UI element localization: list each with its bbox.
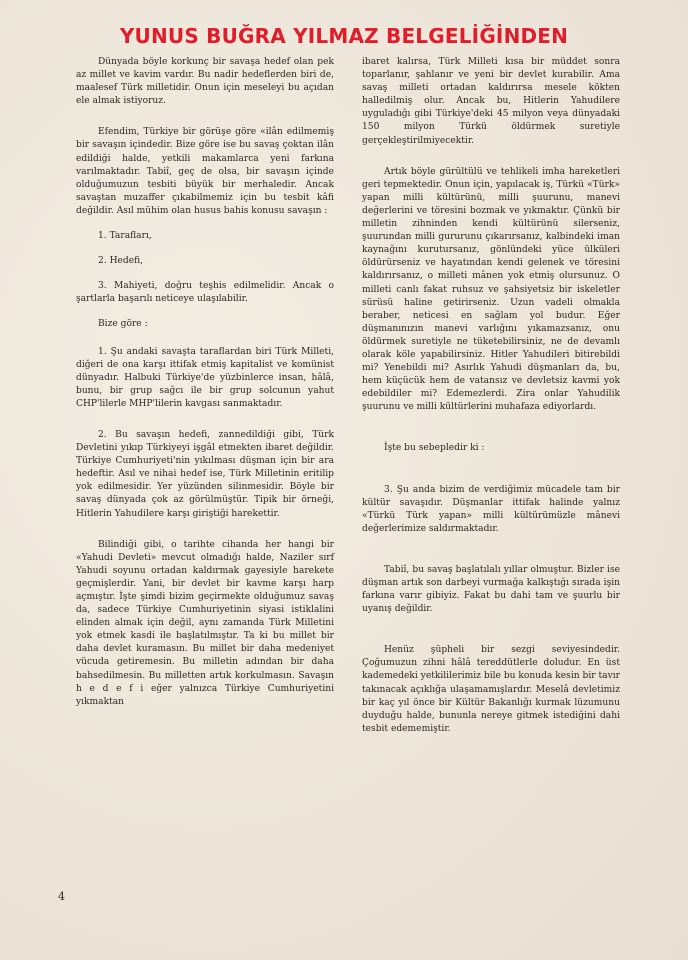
list-item-mahiyeti: 3. Mahiyeti, doğru teşhis edilmelidir. Ancak o şartlarla başarılı neticeye ulaşılabilir. — [76, 281, 334, 305]
paragraph-iste-bu-sebepledir: İşte bu sebepledir ki : — [384, 443, 485, 454]
paragraph-point-3: 3. Şu anda bizim de verdiğimiz mücadele tam bir kültür savaşıdır. Düşmanlar ittifak halinde yalnız «Türkü Türk yapan» milli kültürümüzle mânevi değerlerimize saldırmaktadır. — [362, 484, 620, 534]
paragraph-henuz: Henüz şüpheli bir sezgi seviyesindedir. Çoğumuzun zihni hâlâ tereddütlerle doludur. En üst kademedeki yetkililerimiz bile bu konuda kesin bir tavır takınacak açıklığa ulaşamamışlardır. Meselâ devletimiz bir kaç yıl önce bir Kültür Bakanlığı kurmak lüzumunu duyduğu halde, bununla nereye gitmek istediğini dahi tesbit edememiştir. — [362, 645, 620, 734]
section-heading-bize-gore: Bize göre : — [98, 319, 148, 330]
paragraph-point-2: 2. Bu savaşın hedefi, zannedildiği gibi, Türk Devletini yıkıp Türkiyeyi işgâl etmekten ibaret değildir. Türkiye Cumhuriyeti'nin yıkılması düşman için bir ara hedeftir. Asıl ve nihai hedef ise, Türk Milletinin eritilip yok edilmesidir. Yer yüzünden silinmesidir. Böyle bir savaş dünyada çok az görülmüştür. Tipik bir örneği, Hitlerin Yahudilere karşı giriştiği harekettir. — [76, 429, 334, 519]
paragraph-artik: Artık böyle gürültülü ve tehlikeli imha hareketleri geri tepmektedir. Onun için, yapılacak iş, Türkü «Türk» yapan milli kültürünü, milli şuurunu, manevi değerlerini ve töresini bozmak ve yıkmaktır. Çünkü bir milletin zihninden kendi kültürünü silerseniz, şuurundan milli gururunu çıkarırsanız, kalbindeki iman kaynağını kurutursanız, gönlündeki yüce ülküleri öldürürseniz ve hayatından kendi gelenek ve töresini kaldırırsanız, o milleti mânen yok etmiş olursunuz. O milleti canlı fakat ruhsuz ve şahsiyetsiz bir iskeletler sürüsü haline getirirseniz. Uzun vadeli olmakla beraber, neticesi en sağlam yol budur. Eğer düşmanınızın manevi varlığını yıkamazsanız, onu öldürmek suretiyle ne tüketebilirsiniz, ne de devamlı olarak köle yapabilirsiniz. Hitler Yahudileri bitirebildi mi? Yenebildi mi? Asırlık Yahudi düşmanları da, bu, hem küçücük hem de vatansız ve devletsiz kavmi yok edebildiler mi? Edemezlerdi. Zira onlar Yahudilik şuurunu ve milli kültürlerini muhafaza ediyorlardı. — [362, 166, 620, 413]
paragraph-intro: Dünyada böyle korkunç bir savaşa hedef olan pek az millet ve kavim vardır. Bu nadir hedeflerden biri de, maalesef Türk milletidir. Onun için meseleyi bu açıdan ele almak istiyoruz. — [76, 57, 334, 107]
paragraph-bilindigi-gibi: Bilindiği gibi, o tarihte cihanda her hangi bir «Yahudi Devleti» mevcut olmadığı halde, Naziler sırf Yahudi soyunu ortadan kaldırmak gayesiyle harekete geçmişlerdir. Yani, bir devlet bir kavme karşı harp açmıştır. İşte şimdi bizim geçirmekte olduğumuz savaş da, sadece Türkiye Cumhuriyetinin siyasi istiklalini elinden almak için değil, aynı zamanda Türk Milletini yok etmek kasdi ile başlatılmıştır. Ta ki bu millet bir daha devlet kuramasın. Bu millet bir daha medeniyet vücuda getiremesin. Bu milletin adından bir daha bahsedilmesin. Bu milletten artık korkulmasın. Savaşın h e d e f i eğer yalnızca Türkiye Cumhuriyetini yıkmaktan — [76, 539, 334, 707]
paragraph-efendim: Efendim, Türkiye bir görüşe göre «ilân edilmemiş bir savaşın içindedir. Bize göre ise bu savaş çoktan ilân edildiği halde, yetkili makamlarca yeni farkına varılmaktadır. Tabiî, geç de olsa, bir savaşın içinde olduğumuzun tesbiti büyük bir merhaledir. Ancak savaştan muzaffer çıkabilmemiz için bu tesbit kâfi değildir. Asıl mühim olan husus bahis konusu savaşın : — [76, 127, 334, 216]
paragraph-tabii: Tabiî, bu savaş başlatılalı yıllar olmuştur. Bizler ise düşman artık son darbeyi vurmağa kalkıştığı sırada işin farkına varır gibiyiz. Fakat bu dahi tam ve şuurlu bir uyanış değildir. — [362, 564, 620, 615]
right-column — [362, 56, 620, 748]
page-number: 4 — [58, 890, 65, 903]
list-item-taraflari: 1. Tarafları, — [98, 231, 152, 242]
left-column — [76, 56, 334, 721]
paragraph-point-1: 1. Şu andaki savaşta taraflardan biri Türk Milleti, diğeri de ona karşı ittifak etmiş kapitalist ve komünist dünyadır. Halbuki Türkiye'de yüzbinlerce insan, hâlâ, bunu, bir grup sağcı ile bir grup solcunun yahut CHP'lilerle MHP'lilerin kavgası sanmaktadır. — [76, 346, 334, 409]
paragraph-continuation: ibaret kalırsa, Türk Milleti kısa bir müddet sonra toparlanır, şahlanır ve yeni bir devlet kurabilir. Ama savaş milleti ortadan kaldırırsa mesele kökten halledilmiş olur. Ancak bu, Hitlerin Yahudilere uyguladığı gibi Türkiye'deki 45 milyon veya dünyadaki 150 milyon Türkü öldürmek suretiyle gerçekleştirilmiyecektir. — [362, 57, 620, 146]
list-item-hedefi: 2. Hedefi, — [98, 256, 144, 267]
archive-banner: YUNUS BUĞRA YILMAZ BELGELİĞİNDEN — [119, 24, 569, 48]
